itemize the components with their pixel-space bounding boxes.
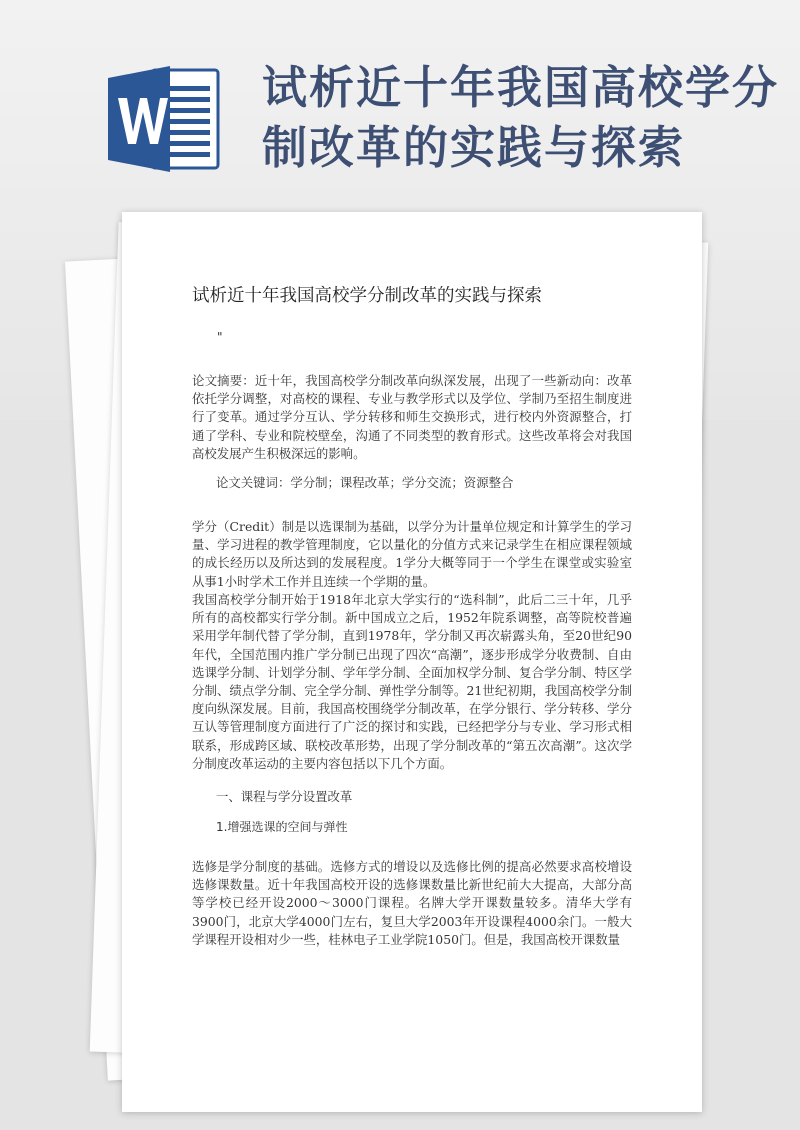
- keywords-paragraph: 论文关键词：学分制；课程改革；学分交流；资源整合: [216, 475, 514, 490]
- elective-paragraph: 选修是学分制度的基础。选修方式的增设以及选修比例的提高必然要求高校增设选修课数量。近十年我国高校开设的选修课数量比新世纪前大大提高，大部分高等学校已经开设2000～3000门课程。名牌大学开课数量较多。清华大学有3900门，北京大学4000门左右，复旦大学2003年开设课程4000余门。一般大学课程开设相对少一些，桂林电子工业学院1050门。但是，我国高校开课数量: [192, 859, 632, 947]
- document-page: [122, 212, 702, 1112]
- section-heading: 一、课程与学分设置改革: [216, 789, 353, 804]
- banner-title: 试析近十年我国高校学分制改革的实践与探索: [262, 61, 780, 174]
- history-paragraph: 我国高校学分制开始于1918年北京大学实行的“选科制”，此后二三十年，几乎所有的高校都实行学分制。新中国成立之后，1952年院系调整，高等院校普遍采用学年制代替了学分制，直到1978年，学分制又再次崭露头角，至20世纪90年代，全国范围内推广学分制已出现了四次“高潮”，逐步形成学分收费制、自由选课学分制、计划学分制、学年学分制、全面加权学分制、复合学分制、特区学分制、绩点学分制、完全学分制、弹性学分制等。21世纪初期，我国高校学分制度向纵深发展。目前，我国高校围绕学分制改革，在学分银行、学分转移、学分互认等管理制度方面进行了广泛的探讨和实践，已经把学分与专业、学习形式相联系，形成跨区域、联校改革形势，出现了学分制改革的“第五次高潮”。这次学分制度改革运动的主要内容包括以下几个方面。: [192, 592, 632, 771]
- subsection-heading: 1.增强选课的空间与弹性: [216, 820, 348, 834]
- word-document-icon: [108, 64, 220, 174]
- quote-mark: ": [217, 330, 223, 344]
- document-title: 试析近十年我国高校学分制改革的实践与探索: [192, 286, 542, 306]
- credit-paragraph: 学分（Credit）制是以选课制为基础，以学分为计量单位规定和计算学生的学习量、学习进程的教学管理制度，它以量化的分值方式来记录学生在相应课程领域的成长经历以及所达到的发展程度。1学分大概等同于一个学生在课堂或实验室从事1小时学术工作并且连续一个学期的量。: [192, 519, 632, 589]
- abstract-paragraph: 论文摘要：近十年，我国高校学分制改革向纵深发展，出现了一些新动向：改革依托学分调整，对高校的课程、专业与教学形式以及学位、学制乃至招生制度进行了变革。通过学分互认、学分转移和师生交换形式，进行校内外资源整合，打通了学科、专业和院校壁垒，沟通了不同类型的教育形式。这些改革将会对我国高校发展产生积极深远的影响。: [192, 373, 632, 461]
